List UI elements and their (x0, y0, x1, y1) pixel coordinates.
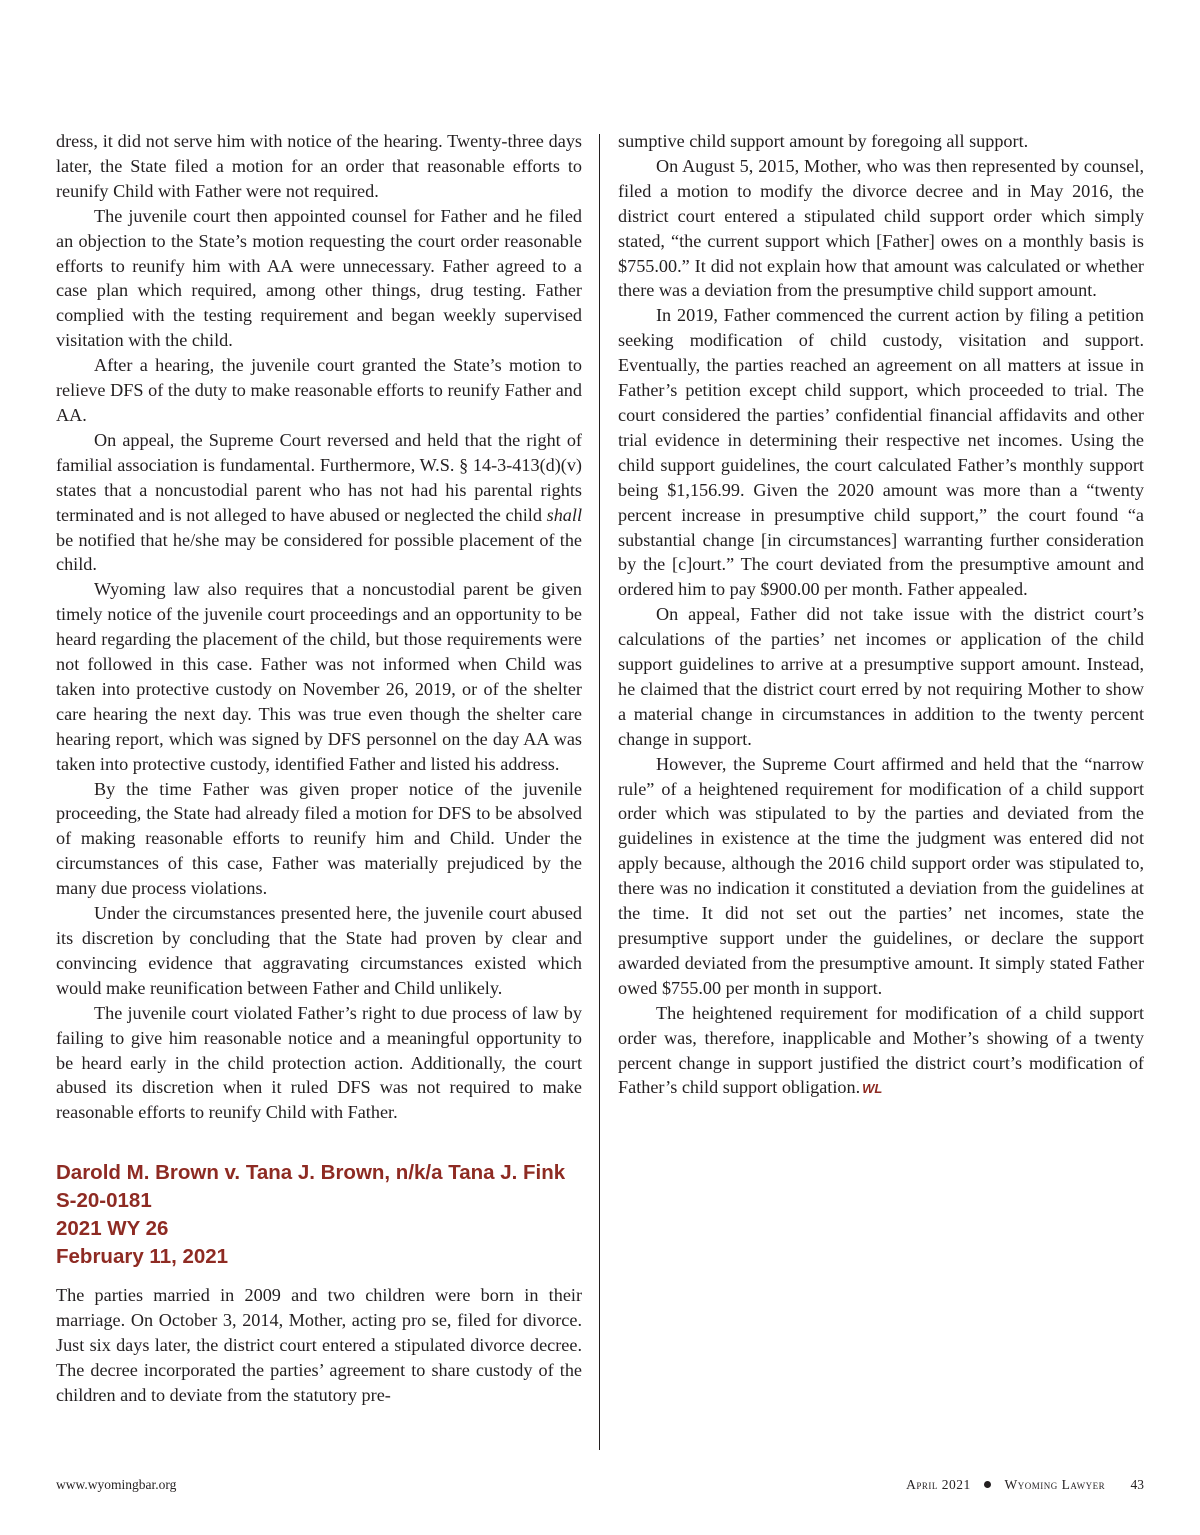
footer-publication: Wyoming Lawyer (1004, 1477, 1106, 1492)
emphasis-shall: shall (546, 504, 583, 525)
right-column (618, 129, 1144, 1102)
left-paragraph-7: Under the circumstances presented here, the juvenile court abused its discretion by concluding that the State had proven by clear and convincing evidence that aggravating circumstances existed which would make reunification between Father and Child unlikely. (56, 903, 582, 998)
case-summary-paragraph: The parties married in 2009 and two children were born in their marriage. On October 3, 2014, Mother, acting pro se, filed for divorce. Just six days later, the district court entered a stipulated divorce decree. The decree incorporated the parties’ agreement to share custody of the children and to deviate from the statutory pre- (56, 1285, 582, 1405)
case-docket: S-20-0181 (56, 1189, 152, 1213)
footer-url-link[interactable]: www.wyomingbar.org (56, 1477, 177, 1492)
case-citation: 2021 WY 26 (56, 1217, 169, 1241)
wl-end-mark: WL (862, 1081, 883, 1097)
left-paragraph-4-text: On appeal, the Supreme Court reversed and held that the right of familial association is fundamental. Furthermore, W.S. § 14-3-413(d)(v) states that a noncustodial parent who has not had his parental rights terminated and is not alleged to have abused or neglected the child (56, 429, 582, 525)
left-paragraph-8: The juvenile court violated Father’s right to due process of law by failing to give him reasonable notice and a meaningful opportunity to be heard early in the child protection action. Additionally, the court abused its discretion when it ruled DFS was not required to make reasonable efforts to reunify Child with Father. (56, 1002, 582, 1123)
case-title: Darold M. Brown v. Tana J. Brown, n/k/a Tana J. Fink (56, 1161, 566, 1185)
right-paragraph-6-text: The heightened requirement for modification of a child support order was, therefore, inapplicable and Mother’s showing of a twenty percent change in support justified the district court’s modification of Father’s child support obligation. (618, 1002, 1144, 1098)
left-paragraph-4-tail: be notified that he/she may be considered for possible placement of the child. (56, 529, 582, 575)
case-date: February 11, 2021 (56, 1245, 229, 1269)
right-paragraph-1: sumptive child support amount by foregoing all support. (618, 131, 1029, 151)
column-divider (599, 134, 600, 1450)
left-paragraph-4 (56, 428, 582, 577)
left-paragraph-6: By the time Father was given proper notice of the juvenile proceeding, the State had already filed a motion for DFS to be absolved of making reasonable efforts to reunify him and Child. Under the circumstances of this case, Father was materially prejudiced by the many due process violations. (56, 778, 582, 899)
case-heading (56, 1159, 582, 1271)
right-paragraph-5: However, the Supreme Court affirmed and held that the “narrow rule” of a heightened requirement for modification of a child support order which was stipulated to by the parties and deviated from the guidelines in existence at the time the judgment was entered did not apply because, although the 2016 child support order was stipulated to, there was no indication it constituted a deviation from the guidelines at the time. It did not set out the parties’ net incomes, state the presumptive support under the guidelines, or declare the support awarded deviated from the presumptive amount. It simply stated Father owed $755.00 per month in support. (618, 753, 1144, 998)
bullet-dot-icon (984, 1481, 991, 1488)
right-paragraph-3: In 2019, Father commenced the current action by filing a petition seeking modification of child custody, visitation and support. Eventually, the parties reached an agreement on all matters at issue in Father’s petition except child support, which proceeded to trial. The court considered the parties’ confidential financial affidavits and other trial evidence in determining their respective net incomes. Using the child support guidelines, the court calculated Father’s monthly support being $1,156.99. Given the 2020 amount was more than a “twenty percent increase in presumptive child support,” the court found “a substantial change [in circumstances] warranting further consideration by the [c]ourt.” The court deviated from the presumptive amount and ordered him to pay $900.00 per month. Father appealed. (618, 305, 1144, 600)
left-paragraph-2: The juvenile court then appointed counsel for Father and he filed an objection to the State’s motion requesting the court order reasonable efforts to reunify him with AA were unnecessary. Father agreed to a case plan which required, among other things, drug testing. Father complied with the testing requirement and began weekly supervised visitation with the child. (56, 205, 582, 351)
left-paragraph-5: Wyoming law also requires that a noncustodial parent be given timely notice of the juvenile court proceedings and an opportunity to be heard regarding the placement of the child, but those requirements were not followed in this case. Father was not informed when Child was taken into protective custody on November 26, 2019, or of the shelter care hearing the next day. This was true even though the shelter care hearing report, which was signed by DFS personnel on the day AA was taken into protective custody, identified Father and listed his address. (56, 579, 582, 774)
left-column (56, 129, 582, 1408)
right-paragraph-4: On appeal, Father did not take issue with the district court’s calculations of the parties’ net incomes or application of the child support guidelines to arrive at a presumptive support amount. Instead, he claimed that the district court erred by not requiring Mother to show a material change in circumstances in addition to the twenty percent change in support. (618, 604, 1144, 749)
right-paragraph-2: On August 5, 2015, Mother, who was then represented by counsel, filed a motion to modify the divorce decree and in May 2016, the district court entered a stipulated child support order which simply stated, “the current support which [Father] owes on a monthly basis is $755.00.” It did not explain how that amount was calculated or whether there was a deviation from the presumptive child support amount. (618, 155, 1144, 301)
left-paragraph-3: After a hearing, the juvenile court granted the State’s motion to relieve DFS of the duty to make reasonable efforts to reunify Father and AA. (56, 355, 582, 425)
page-number: 43 (1130, 1477, 1144, 1492)
right-paragraph-6 (618, 1001, 1144, 1103)
left-paragraph-1: dress, it did not serve him with notice of the hearing. Twenty-three days later, the State filed a motion for an order that reasonable efforts to reunify Child with Father were not required. (56, 131, 582, 201)
footer-issue-info (906, 1477, 1144, 1493)
footer-issue: April 2021 (906, 1477, 971, 1492)
page-footer (56, 1477, 1144, 1497)
